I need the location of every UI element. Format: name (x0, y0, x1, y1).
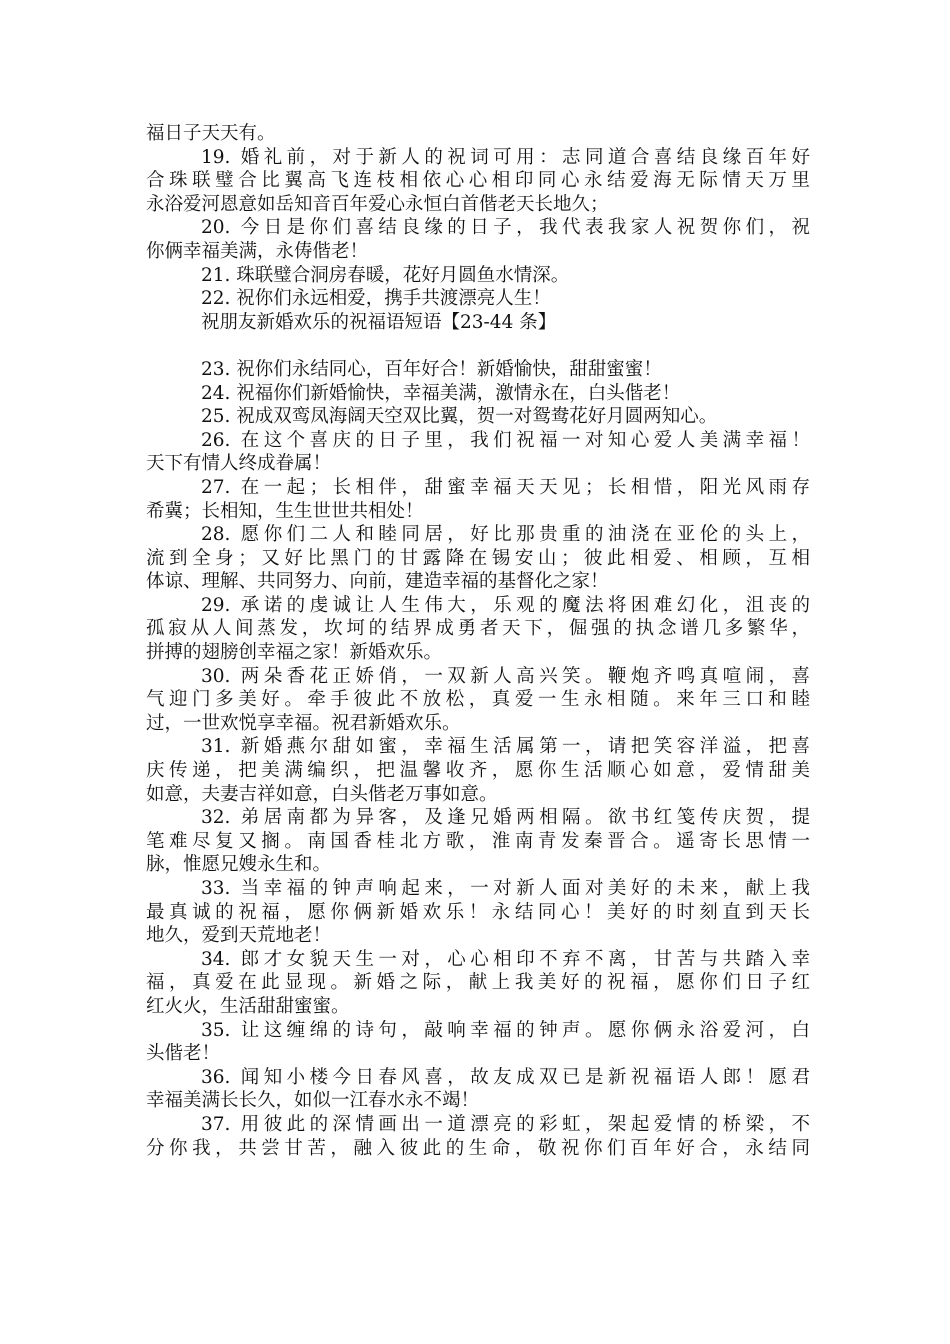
text-line: 地久，爱到天荒地老！ (146, 925, 332, 947)
text-line: 你俩幸福美满，永俦偕老！ (146, 240, 369, 262)
text-line: 脉，惟愿兄嫂永生和。 (146, 854, 332, 876)
text-line: 永浴爱河恩意如岳知音百年爱心永恒白首偕老天长地久； (146, 193, 609, 215)
text-line: 头偕老！ (146, 1043, 221, 1065)
text-line: 孤寂从人间蒸发，坎坷的结界成勇者天下，倔强的执念谱几多繁华， (146, 618, 810, 640)
text-line: 31. 新婚燕尔甜如蜜，幸福生活属第一，请把笑容洋溢，把喜 (201, 736, 810, 758)
text-line: 最真诚的祝福，愿你俩新婚欢乐！永结同心！美好的时刻直到天长 (146, 901, 810, 923)
text-line: 34. 郎才女貌天生一对，心心相印不弃不离，甘苦与共踏入幸 (201, 948, 810, 970)
text-line: 拼搏的翅膀创幸福之家！新婚欢乐。 (146, 642, 443, 664)
text-line: 27. 在一起；长相伴，甜蜜幸福天天见；长相惜，阳光风雨存 (201, 476, 810, 498)
text-line: 28. 愿你们二人和睦同居，好比那贵重的油浇在亚伦的头上， (201, 524, 810, 546)
text-line: 合珠联璧合比翼高飞连枝相依心心相印同心永结爱海无际情天万里 (146, 170, 810, 192)
text-line: 35. 让这缠绵的诗句，敲响幸福的钟声。愿你俩永浴爱河，白 (201, 1019, 810, 1041)
text-line: 21. 珠联璧合洞房春暖，花好月圆鱼水情深。 (201, 264, 570, 286)
text-line: 庆传递，把美满编织，把温馨收齐，愿你生活顺心如意，爱情甜美 (146, 760, 810, 782)
text-line: 24. 祝福你们新婚愉快，幸福美满，激情永在，白头偕老！ (201, 382, 681, 404)
text-line: 19. 婚礼前，对于新人的祝词可用：志同道合喜结良缘百年好 (201, 146, 810, 168)
text-line: 气迎门多美好。牵手彼此不放松，真爱一生永相随。来年三口和睦 (146, 689, 810, 711)
text-line: 福，真爱在此显现。新婚之际，献上我美好的祝福，愿你们日子红 (146, 972, 810, 994)
text-line: 25. 祝成双鸾凤海阔天空双比翼，贺一对鸳鸯花好月圆两知心。 (201, 406, 718, 428)
blank-line (146, 334, 810, 358)
text-line: 福日子天天有。 (146, 123, 276, 144)
text-line: 体谅、理解、共同努力、向前，建造幸福的基督化之家！ (146, 571, 609, 593)
text-line: 33. 当幸福的钟声响起来，一对新人面对美好的未来，献上我 (201, 878, 810, 899)
text-line: 22. 祝你们永远相爱，携手共渡漂亮人生！ (201, 288, 551, 310)
text-line: 分你我，共尝甘苦，融入彼此的生命，敬祝你们百年好合，永结同 (146, 1137, 810, 1159)
text-line: 20. 今日是你们喜结良缘的日子，我代表我家人祝贺你们，祝 (201, 217, 810, 239)
text-line: 26. 在这个喜庆的日子里，我们祝福一对知心爱人美满幸福！ (201, 429, 810, 451)
text-line: 过，一世欢悦享幸福。祝君新婚欢乐。 (146, 712, 461, 734)
document-page (146, 122, 810, 1160)
text-line: 30. 两朵香花正娇俏，一双新人高兴笑。鞭炮齐鸣真喧闹，喜 (201, 665, 810, 687)
text-line: 23. 祝你们永结同心，百年好合！新婚愉快，甜甜蜜蜜！ (201, 358, 662, 380)
text-line: 希冀；长相知，生生世世共相处！ (146, 500, 424, 522)
text-line: 祝朋友新婚欢乐的祝福语短语【23-44 条】 (201, 311, 557, 333)
text-line: 幸福美满长长久，如似一江春水永不竭！ (146, 1090, 480, 1112)
text-line: 36. 闻知小楼今日春风喜，故友成双已是新祝福语人郎！愿君 (201, 1066, 810, 1088)
text-line: 37. 用彼此的深情画出一道漂亮的彩虹，架起爱情的桥梁，不 (201, 1113, 810, 1135)
text-line: 如意，夫妻吉祥如意，白头偕老万事如意。 (146, 783, 498, 805)
text-line: 笔难尽复又搁。南国香桂北方歌，淮南青发秦晋合。遥寄长思情一 (146, 830, 810, 852)
text-line: 红火火，生活甜甜蜜蜜。 (146, 995, 350, 1017)
text-line: 流到全身；又好比黑门的甘露降在锡安山；彼此相爱、相顾，互相 (146, 547, 810, 569)
text-line: 32. 弟居南都为异客，及逢兄婚两相隔。欲书红笺传庆贺，提 (201, 807, 810, 829)
text-line: 天下有情人终成眷属！ (146, 453, 332, 475)
text-line: 29. 承诺的虔诚让人生伟大，乐观的魔法将困难幻化，沮丧的 (201, 594, 810, 616)
